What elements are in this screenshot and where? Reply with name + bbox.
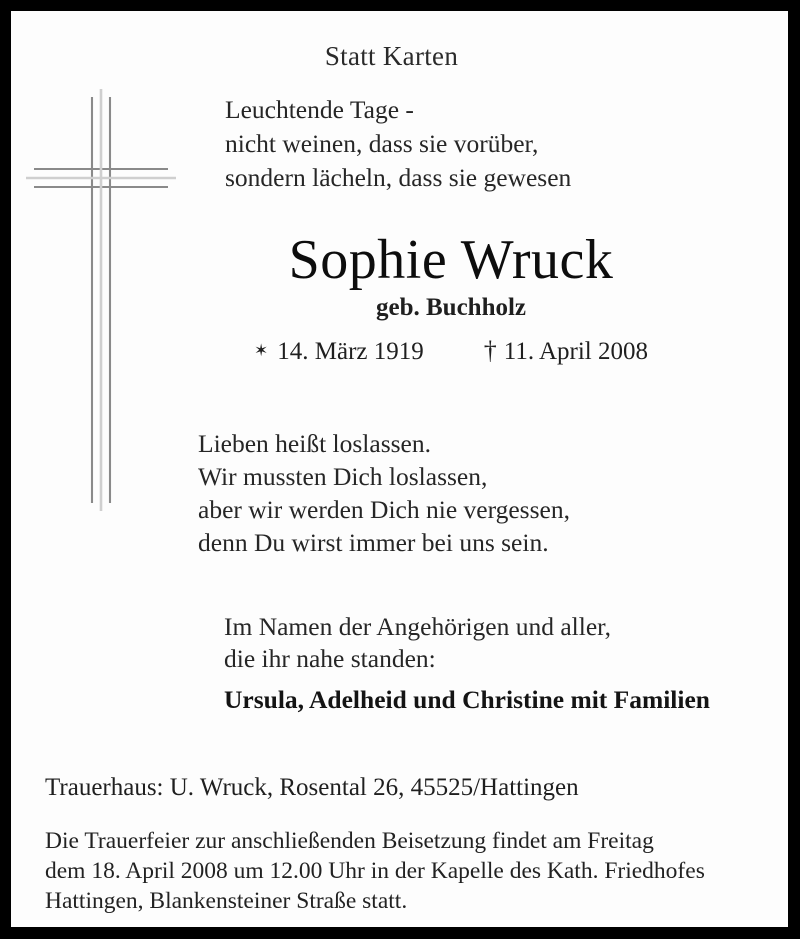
verse-top-line-3: sondern lächeln, dass sie gewesen [225, 163, 572, 192]
death-date: 11. April 2008 [503, 338, 648, 365]
statt-karten-text: Statt Karten [324, 41, 459, 71]
family-intro-line-1: Im Namen der Angehörigen und aller, [224, 612, 612, 641]
family-names: Ursula, Adelheid und Christine mit Familien [224, 685, 710, 714]
service-info-line-1: Die Trauerfeier zur anschließenden Beisetzung findet am Freitag [45, 828, 654, 854]
verse-mid-line-1: Lieben heißt loslassen. [198, 429, 431, 458]
funeral-service-info [45, 826, 785, 916]
verse-mid-line-4: denn Du wirst immer bei uns sein. [198, 528, 549, 557]
deceased-name: Sophie Wruck [288, 229, 614, 291]
verse-mid [198, 427, 570, 559]
family-intro [224, 611, 611, 675]
notice-paper [11, 11, 788, 927]
death-date-group [484, 336, 648, 367]
birth-date: 14. März 1919 [277, 338, 424, 365]
mourning-house-address: Trauerhaus: U. Wruck, Rosental 26, 45525/Hattingen [45, 774, 579, 801]
page-title [11, 41, 788, 72]
verse-top-line-1: Leuchtende Tage - [225, 95, 414, 124]
verse-mid-line-2: Wir mussten Dich loslassen, [198, 462, 488, 491]
dagger-icon: † [483, 336, 497, 365]
star-icon: ✶ [254, 341, 269, 360]
verse-mid-line-3: aber wir werden Dich nie vergessen, [198, 495, 570, 524]
maiden-name: geb. Buchholz [375, 294, 527, 321]
verse-top-line-2: nicht weinen, dass sie vorüber, [225, 129, 539, 158]
verse-top [225, 93, 571, 195]
cross-icon [21, 83, 181, 513]
life-dates [181, 336, 721, 369]
service-info-line-3: Hattingen, Blankensteiner Straße statt. [45, 888, 408, 914]
service-info-line-2: dem 18. April 2008 um 12.00 Uhr in der Kapelle des Kath. Friedhofes [45, 858, 705, 884]
family-intro-line-2: die ihr nahe standen: [224, 644, 436, 673]
birth-date-group [254, 337, 424, 369]
deceased-block [181, 229, 721, 369]
